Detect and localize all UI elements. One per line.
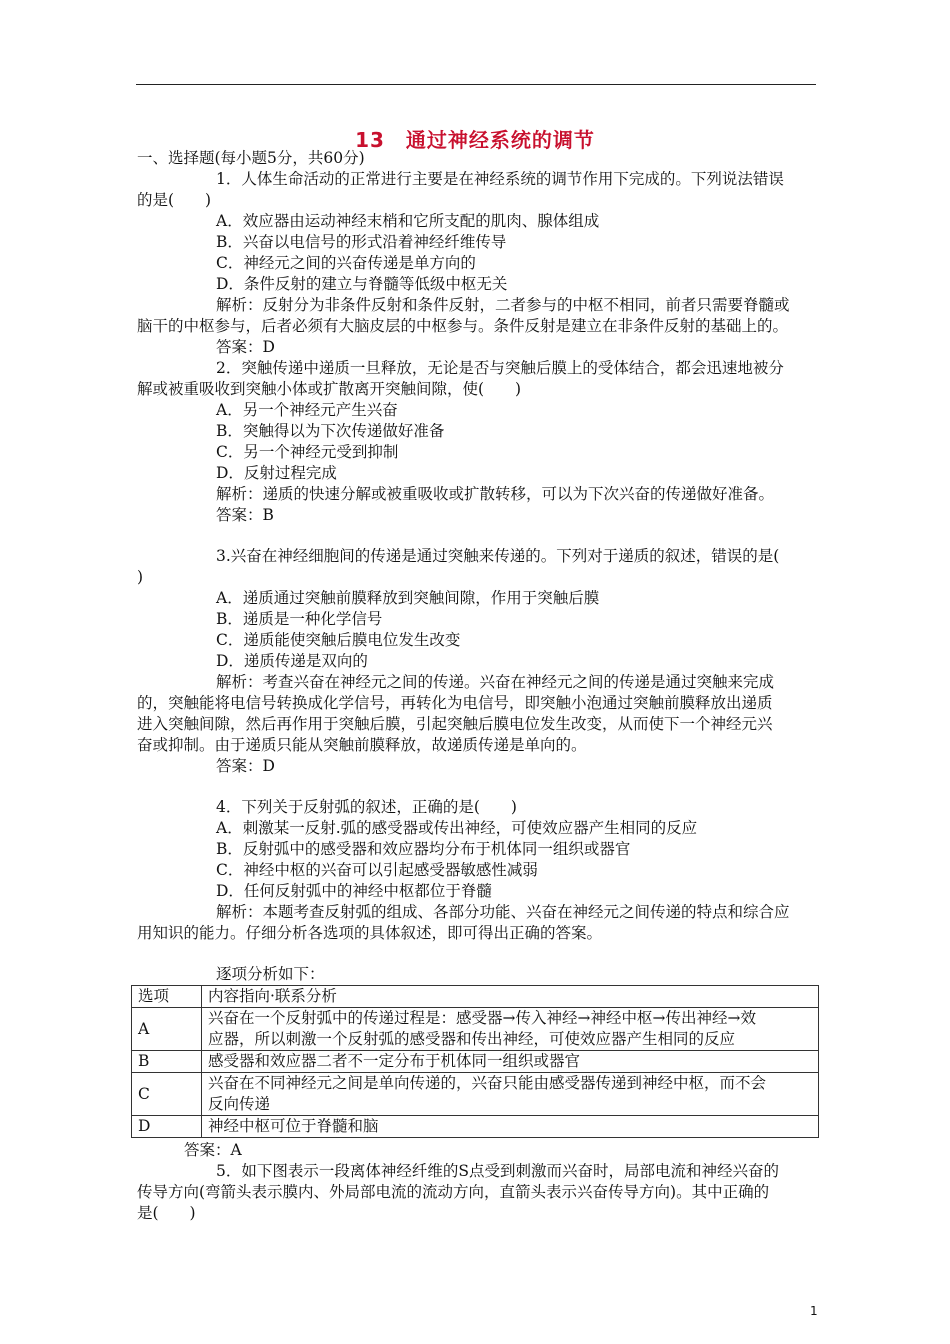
q4-option-c: C．神经中枢的兴奋可以引起感受器敏感性减弱 bbox=[216, 861, 538, 879]
q1-option-c: C．神经元之间的兴奋传递是单方向的 bbox=[216, 254, 476, 272]
q2-stem-line2: 解或被重吸收到突触小体或扩散离开突触间隙，使( ) bbox=[137, 380, 522, 398]
q1-explanation-line2: 脑干的中枢参与，后者必须有大脑皮层的中枢参与。条件反射是建立在非条件反射的基础上的。 bbox=[137, 317, 789, 335]
q1-stem-line2: 的是( ) bbox=[137, 191, 212, 209]
q2-option-d: D．反射过程完成 bbox=[216, 464, 337, 482]
q1-option-b: B．兴奋以电信号的形式沿着神经纤维传导 bbox=[216, 233, 507, 251]
table-cell-line: 反向传递 bbox=[208, 1095, 271, 1113]
q1-stem-line1: 1．人体生命活动的正常进行主要是在神经系统的调节作用下完成的。下列说法错误 bbox=[216, 170, 784, 188]
q5-stem-line1: 5．如下图表示一段离体神经纤维的S点受到刺激而兴奋时，局部电流和神经兴奋的 bbox=[216, 1162, 779, 1180]
table-cell-content: 神经中枢可位于脊髓和脑 bbox=[202, 1116, 819, 1138]
q1-option-a: A．效应器由运动神经末梢和它所支配的肌肉、腺体组成 bbox=[216, 212, 600, 230]
q4-answer: 答案：A bbox=[184, 1141, 242, 1159]
table-cell-option: B bbox=[132, 1051, 202, 1073]
q3-explanation-line2: 的，突触能将电信号转换成化学信号，再转化为电信号，即突触小泡通过突触前膜释放出递质 bbox=[137, 694, 773, 712]
table-cell-option: C bbox=[132, 1073, 202, 1116]
table-cell-content: 感受器和效应器二者不一定分布于机体同一组织或器官 bbox=[202, 1051, 819, 1073]
table-cell-line: 兴奋在一个反射弧中的传递过程是：感受器→传入神经→神经中枢→传出神经→效 bbox=[208, 1009, 756, 1027]
table-cell-option: D bbox=[132, 1116, 202, 1138]
q3-explanation-line4: 奋或抑制。由于递质只能从突触前膜释放，故递质传递是单向的。 bbox=[137, 736, 587, 754]
q4-explanation-line2: 用知识的能力。仔细分析各选项的具体叙述，即可得出正确的答案。 bbox=[137, 924, 603, 942]
q2-answer: 答案：B bbox=[216, 506, 274, 524]
q3-option-b: B．递质是一种化学信号 bbox=[216, 610, 383, 628]
table-row bbox=[132, 1051, 819, 1073]
analysis-table bbox=[131, 985, 819, 1138]
q1-answer: 答案：D bbox=[216, 338, 275, 356]
q3-stem-line2: ) bbox=[137, 568, 144, 586]
q4-explanation-line1: 解析：本题考查反射弧的组成、各部分功能、兴奋在神经元之间传递的特点和综合应 bbox=[216, 903, 790, 921]
q3-explanation-line1: 解析：考查兴奋在神经元之间的传递。兴奋在神经元之间的传递是通过突触来完成 bbox=[216, 673, 775, 691]
table-cell-line: 兴奋在不同神经元之间是单向传递的，兴奋只能由感受器传递到神经中枢，而不会 bbox=[208, 1074, 767, 1092]
q1-option-d: D．条件反射的建立与脊髓等低级中枢无关 bbox=[216, 275, 508, 293]
q3-option-d: D．递质传递是双向的 bbox=[216, 652, 368, 670]
q4-option-b: B．反射弧中的感受器和效应器均分布于机体同一组织或器官 bbox=[216, 840, 631, 858]
header-rule bbox=[136, 84, 816, 85]
q3-option-a: A．递质通过突触前膜释放到突触间隙，作用于突触后膜 bbox=[216, 589, 600, 607]
page-number: 1 bbox=[810, 1304, 818, 1318]
table-row bbox=[132, 1008, 819, 1051]
table-header-cell: 选项 bbox=[132, 986, 202, 1008]
section-heading: 一、选择题(每小题5分，共60分) bbox=[137, 149, 365, 167]
q2-stem-line1: 2．突触传递中递质一旦释放，无论是否与突触后膜上的受体结合，都会迅速地被分 bbox=[216, 359, 784, 377]
q5-stem-line3: 是( ) bbox=[137, 1204, 196, 1222]
q4-stem-line1: 4．下列关于反射弧的叙述，正确的是( ) bbox=[216, 798, 517, 816]
q2-explanation-line1: 解析：递质的快速分解或被重吸收或扩散转移，可以为下次兴奋的传递做好准备。 bbox=[216, 485, 775, 503]
table-row bbox=[132, 1116, 819, 1138]
page-title: 13 通过神经系统的调节 bbox=[355, 128, 595, 152]
table-cell-line: 应器，所以刺激一个反射弧的感受器和传出神经，可使效应器产生相同的反应 bbox=[208, 1030, 736, 1048]
q4-option-a: A．刺激某一反射.弧的感受器或传出神经，可使效应器产生相同的反应 bbox=[216, 819, 698, 837]
q2-option-c: C．另一个神经元受到抑制 bbox=[216, 443, 399, 461]
table-header-row bbox=[132, 986, 819, 1008]
q3-explanation-line3: 进入突触间隙，然后再作用于突触后膜，引起突触后膜电位发生改变，从而使下一个神经元兴 bbox=[137, 715, 773, 733]
q1-explanation-line1: 解析：反射分为非条件反射和条件反射，二者参与的中枢不相同，前者只需要脊髓或 bbox=[216, 296, 790, 314]
q2-option-a: A．另一个神经元产生兴奋 bbox=[216, 401, 398, 419]
table-header-cell: 内容指向·联系分析 bbox=[202, 986, 819, 1008]
table-cell-option: A bbox=[132, 1008, 202, 1051]
q2-option-b: B．突触得以为下次传递做好准备 bbox=[216, 422, 445, 440]
table-row bbox=[132, 1073, 819, 1116]
table-cell-content bbox=[202, 1008, 819, 1051]
q3-answer: 答案：D bbox=[216, 757, 275, 775]
q4-table-intro: 逐项分析如下： bbox=[216, 965, 325, 983]
table-cell-content bbox=[202, 1073, 819, 1116]
q3-option-c: C．递质能使突触后膜电位发生改变 bbox=[216, 631, 461, 649]
q5-stem-line2: 传导方向(弯箭头表示膜内、外局部电流的流动方向，直箭头表示兴奋传导方向)。其中正确的 bbox=[137, 1183, 770, 1201]
q3-stem-line1: 3.兴奋在神经细胞间的传递是通过突触来传递的。下列对于递质的叙述，错误的是( bbox=[216, 547, 780, 565]
q4-option-d: D．任何反射弧中的神经中枢都位于脊髓 bbox=[216, 882, 492, 900]
